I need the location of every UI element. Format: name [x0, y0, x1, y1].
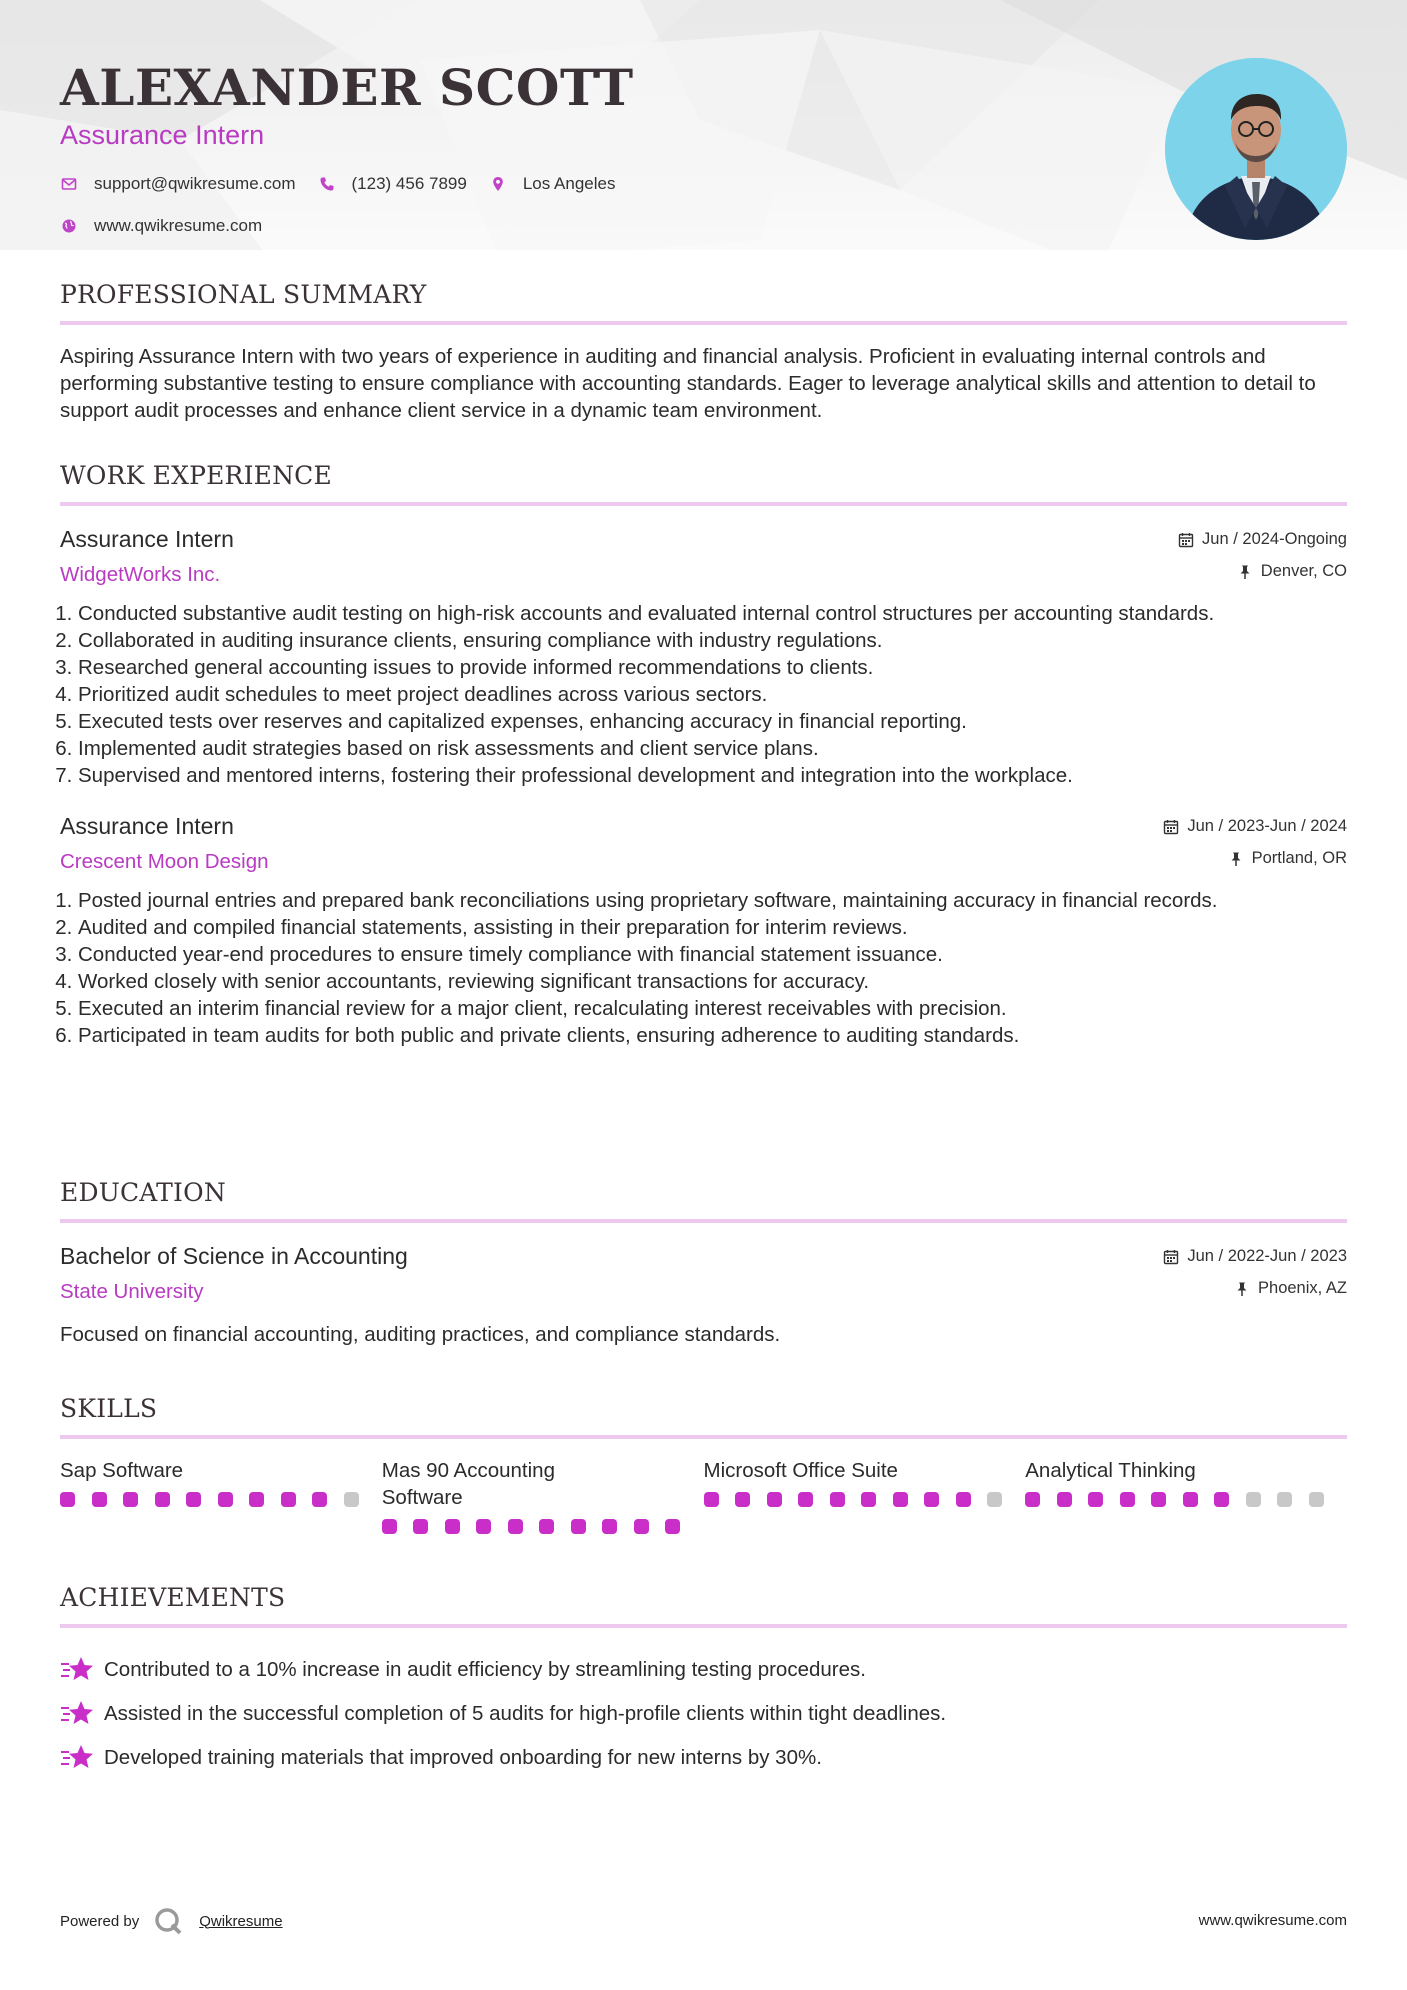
- skill-dot-filled: [1088, 1492, 1103, 1507]
- resume-header: [60, 0, 1347, 270]
- skills-section: [60, 1394, 1347, 1534]
- map-pin-icon: [489, 175, 507, 193]
- skill-dot-filled: [508, 1519, 523, 1534]
- skill-rating: [704, 1492, 1026, 1507]
- section-divider: [60, 502, 1347, 506]
- list-item: 6. Implemented audit strategies based on risk assessments and client service plans.: [78, 735, 1347, 762]
- list-item: 2. Audited and compiled financial statements, assisting in their preparation for interim reviews.: [78, 914, 1347, 941]
- skill-dot-filled: [704, 1492, 719, 1507]
- skills-heading: SKILLS: [60, 1394, 158, 1423]
- skill-dot-empty: [1246, 1492, 1261, 1507]
- contact-row-website: [60, 216, 284, 236]
- education-location: [1234, 1279, 1347, 1298]
- globe-icon: [60, 217, 78, 235]
- skill-item: [60, 1457, 382, 1534]
- job-date: [1178, 530, 1347, 549]
- skill-dot-empty: [344, 1492, 359, 1507]
- job-date: [1163, 817, 1347, 836]
- job-responsibilities: [60, 600, 1347, 789]
- candidate-name: ALEXANDER SCOTT: [60, 58, 634, 117]
- degree-name: Bachelor of Science in Accounting: [60, 1243, 408, 1269]
- skill-dot-filled: [798, 1492, 813, 1507]
- list-item: 4. Prioritized audit schedules to meet project deadlines across various sectors.: [78, 681, 1347, 708]
- summary-section: [60, 280, 1347, 424]
- list-item: 3. Researched general accounting issues to provide informed recommendations to clients.: [78, 654, 1347, 681]
- education-section: [60, 1178, 1347, 1347]
- skill-rating: [60, 1492, 382, 1507]
- achievement-text: Assisted in the successful completion of 5 audits for high-profile clients within tight deadlines.: [104, 1702, 947, 1725]
- calendar-icon: [1178, 532, 1194, 548]
- summary-heading: PROFESSIONAL SUMMARY: [60, 280, 427, 309]
- contact-row: [60, 174, 637, 194]
- skill-dot-filled: [956, 1492, 971, 1507]
- star-icon: [60, 1655, 94, 1685]
- skill-dot-filled: [924, 1492, 939, 1507]
- skill-dot-filled: [1214, 1492, 1229, 1507]
- pushpin-icon: [1234, 1281, 1250, 1297]
- achievement-text: Developed training materials that improved onboarding for new interns by 30%.: [104, 1746, 822, 1769]
- section-divider: [60, 321, 1347, 325]
- profile-photo: [1165, 58, 1347, 240]
- job-location-text: Portland, OR: [1251, 849, 1347, 867]
- skill-dot-filled: [735, 1492, 750, 1507]
- skill-item: [704, 1457, 1026, 1534]
- skill-dot-empty: [1277, 1492, 1292, 1507]
- email-text: support@qwikresume.com: [94, 174, 296, 193]
- skill-name: Microsoft Office Suite: [703, 1459, 898, 1482]
- education-date-text: Jun / 2022-Jun / 2023: [1187, 1247, 1347, 1265]
- footer-url[interactable]: www.qwikresume.com: [1198, 1912, 1347, 1929]
- skill-dot-filled: [476, 1519, 491, 1534]
- skill-dot-filled: [413, 1519, 428, 1534]
- achievements-list: [60, 1648, 1347, 1780]
- skill-name: Mas 90 Accounting Software: [381, 1459, 555, 1509]
- achievement-text: Contributed to a 10% increase in audit efficiency by streamlining testing procedures.: [104, 1658, 866, 1681]
- contact-phone[interactable]: [318, 174, 467, 194]
- skill-dot-filled: [186, 1492, 201, 1507]
- skill-item: [1025, 1457, 1347, 1534]
- summary-text: Aspiring Assurance Intern with two years of experience in auditing and financial analysis. Proficient in evaluating internal controls and performing substantive testing to ensure compliance with accounting standards. Eager to leverage analytical skills and attention to detail to support audit processes and enhance client service in a dynamic team environment.: [60, 345, 1316, 422]
- job-location: [1228, 849, 1347, 868]
- job-location-text: Denver, CO: [1260, 562, 1347, 580]
- star-icon: [60, 1699, 94, 1729]
- skill-dot-filled: [382, 1519, 397, 1534]
- calendar-icon: [1163, 1249, 1179, 1265]
- list-item: 5. Executed tests over reserves and capitalized expenses, enhancing accuracy in financial reporting.: [78, 708, 1347, 735]
- location-text: Los Angeles: [522, 174, 616, 193]
- experience-heading: WORK EXPERIENCE: [60, 461, 332, 490]
- skill-dot-filled: [1183, 1492, 1198, 1507]
- skill-dot-filled: [539, 1519, 554, 1534]
- job-date-text: Jun / 2024-Ongoing: [1202, 530, 1347, 548]
- phone-text: (123) 456 7899: [351, 174, 467, 193]
- skill-dot-empty: [1309, 1492, 1324, 1507]
- skill-rating: [382, 1519, 704, 1534]
- job-header: [60, 526, 1347, 600]
- achievement-item: [60, 1736, 1347, 1780]
- list-item: 2. Collaborated in auditing insurance clients, ensuring compliance with industry regulations.: [78, 627, 1347, 654]
- phone-icon: [318, 175, 336, 193]
- skill-dot-filled: [665, 1519, 680, 1534]
- job-responsibilities: [60, 887, 1347, 1049]
- skill-name: Analytical Thinking: [1025, 1459, 1196, 1482]
- qwikresume-logo-icon: [153, 1906, 183, 1936]
- skill-dot-filled: [281, 1492, 296, 1507]
- powered-by: [60, 1906, 283, 1936]
- pushpin-icon: [1237, 564, 1253, 580]
- job-title: Assurance Intern: [60, 813, 234, 839]
- skill-item: [382, 1457, 704, 1534]
- job-company: Crescent Moon Design: [60, 850, 269, 873]
- education-description: Focused on financial accounting, auditing practices, and compliance standards.: [60, 1323, 781, 1346]
- skill-dot-filled: [445, 1519, 460, 1534]
- skill-dot-filled: [92, 1492, 107, 1507]
- education-header: [60, 1243, 1347, 1317]
- job-company: WidgetWorks Inc.: [60, 563, 221, 586]
- section-divider: [60, 1624, 1347, 1628]
- skill-dot-empty: [987, 1492, 1002, 1507]
- calendar-icon: [1163, 819, 1179, 835]
- school-name: State University: [60, 1280, 204, 1303]
- envelope-icon: [60, 175, 78, 193]
- brand-link[interactable]: Qwikresume: [199, 1912, 283, 1930]
- skill-dot-filled: [60, 1492, 75, 1507]
- resume-page: [60, 0, 1347, 1990]
- contact-email[interactable]: [60, 174, 296, 194]
- skill-dot-filled: [312, 1492, 327, 1507]
- skill-dot-filled: [1057, 1492, 1072, 1507]
- list-item: 6. Participated in team audits for both public and private clients, ensuring adherence to auditing standards.: [78, 1022, 1347, 1049]
- skill-dot-filled: [123, 1492, 138, 1507]
- list-item: 5. Executed an interim financial review for a major client, recalculating interest receivables with precision.: [78, 995, 1347, 1022]
- job-date-text: Jun / 2023-Jun / 2024: [1187, 817, 1347, 835]
- contact-website[interactable]: [60, 216, 262, 236]
- section-divider: [60, 1435, 1347, 1439]
- skill-rating: [1025, 1492, 1347, 1507]
- achievement-item: [60, 1692, 1347, 1736]
- skill-dot-filled: [602, 1519, 617, 1534]
- star-icon: [60, 1743, 94, 1773]
- skill-dot-filled: [218, 1492, 233, 1507]
- job-entry: [60, 813, 1347, 1049]
- list-item: 4. Worked closely with senior accountants, reviewing significant transactions for accuracy.: [78, 968, 1347, 995]
- website-text: www.qwikresume.com: [94, 216, 263, 235]
- contact-location: [489, 174, 616, 194]
- skill-dot-filled: [1025, 1492, 1040, 1507]
- experience-section: [60, 461, 1347, 1049]
- skill-dot-filled: [893, 1492, 908, 1507]
- skill-dot-filled: [767, 1492, 782, 1507]
- list-item: 7. Supervised and mentored interns, fostering their professional development and integration into the workplace.: [78, 762, 1347, 789]
- education-entry: [60, 1243, 1347, 1347]
- skill-dot-filled: [155, 1492, 170, 1507]
- list-item: 1. Posted journal entries and prepared bank reconciliations using proprietary software, maintaining accuracy in financial records.: [78, 887, 1347, 914]
- powered-by-label: Powered by: [60, 1912, 140, 1930]
- skill-name: Sap Software: [60, 1459, 184, 1482]
- job-title: Assurance Intern: [60, 526, 234, 552]
- page-footer: [60, 1902, 1347, 1932]
- pushpin-icon: [1228, 851, 1244, 867]
- skills-grid: [60, 1457, 1347, 1534]
- list-item: 3. Conducted year-end procedures to ensure timely compliance with financial statement issuance.: [78, 941, 1347, 968]
- skill-dot-filled: [861, 1492, 876, 1507]
- job-entry: [60, 526, 1347, 789]
- skill-dot-filled: [634, 1519, 649, 1534]
- education-heading: EDUCATION: [60, 1178, 226, 1207]
- skill-dot-filled: [1120, 1492, 1135, 1507]
- achievement-item: [60, 1648, 1347, 1692]
- education-location-text: Phoenix, AZ: [1258, 1279, 1347, 1297]
- achievements-heading: ACHIEVEMENTS: [60, 1583, 286, 1612]
- skill-dot-filled: [1151, 1492, 1166, 1507]
- section-divider: [60, 1219, 1347, 1223]
- job-header: [60, 813, 1347, 887]
- achievements-section: [60, 1583, 1347, 1780]
- skill-dot-filled: [249, 1492, 264, 1507]
- job-location: [1237, 562, 1347, 581]
- list-item: 1. Conducted substantive audit testing on high-risk accounts and evaluated internal control structures per accounting standards.: [78, 600, 1347, 627]
- candidate-title: Assurance Intern: [60, 120, 265, 150]
- skill-dot-filled: [571, 1519, 586, 1534]
- skill-dot-filled: [830, 1492, 845, 1507]
- education-date: [1163, 1247, 1347, 1266]
